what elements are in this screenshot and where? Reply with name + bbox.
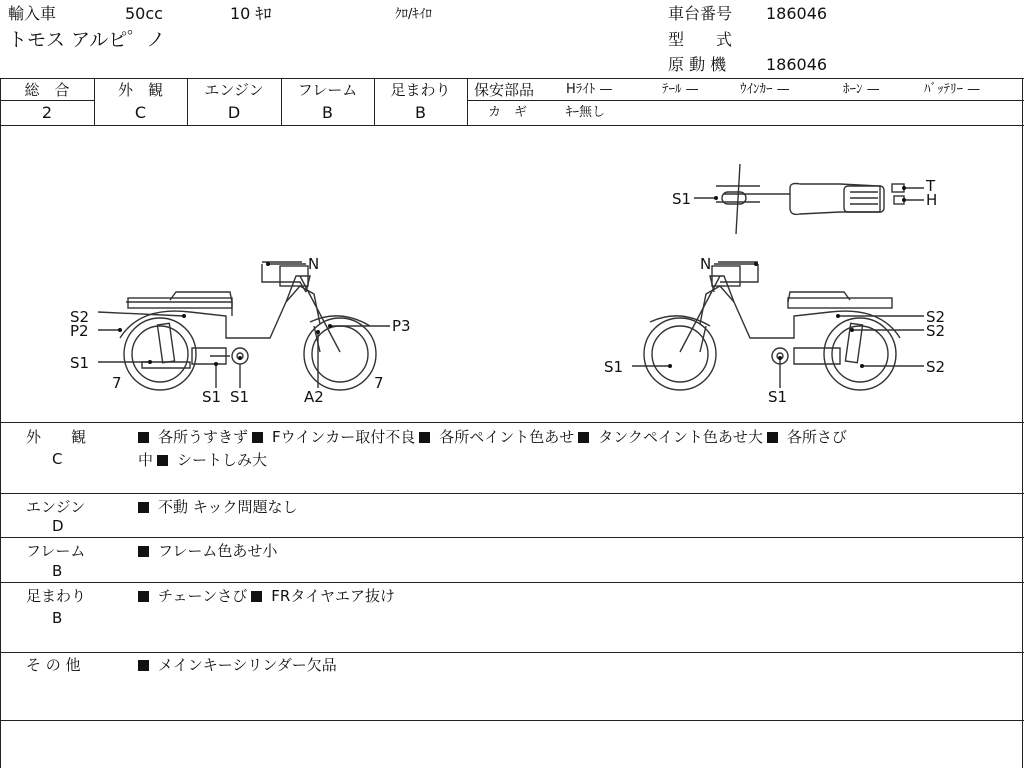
divider <box>0 100 94 101</box>
diagram-label: S1 <box>202 388 222 406</box>
bullet-icon <box>157 455 168 466</box>
safety-label: 保安部品 <box>474 81 535 99</box>
grade-value-suspension: B <box>415 103 426 122</box>
chassis-label: 車台番号 <box>668 4 733 23</box>
scooter-top-view <box>694 164 924 234</box>
note-text: フレーム色あせ小 <box>158 542 278 560</box>
divider <box>0 582 1024 583</box>
bullet-icon <box>138 502 149 513</box>
diagram-label: N <box>308 255 320 273</box>
bullet-icon <box>578 432 589 443</box>
grade-value-frame: B <box>322 103 333 122</box>
divider <box>0 652 1024 653</box>
note-label: フレーム <box>26 542 86 560</box>
diagram-label: P3 <box>392 317 411 335</box>
damage-diagram <box>0 126 1022 422</box>
bullet-icon <box>138 660 149 671</box>
chassis-number: 186046 <box>766 4 828 23</box>
diagram-label: S2 <box>926 308 946 326</box>
note-grade: C <box>52 450 63 468</box>
grade-value-exterior: C <box>134 103 147 122</box>
note-label: 足まわり <box>26 587 87 605</box>
vehicle-color: ｸﾛ/ｷｲﾛ <box>395 7 432 22</box>
bullet-icon <box>251 591 262 602</box>
note-grade: B <box>52 562 63 580</box>
diagram-label: 7 <box>112 374 122 392</box>
safety-item-winker: ｳｲﾝｶｰ — <box>740 82 790 97</box>
bullet-icon <box>138 546 149 557</box>
bullet-icon <box>252 432 263 443</box>
note-label: そ の 他 <box>26 656 81 674</box>
bullet-icon <box>138 591 149 602</box>
grade-value-overall: 2 <box>41 103 53 122</box>
diagram-label: P2 <box>70 322 89 340</box>
safety-item-tail: ﾃｰﾙ — <box>662 82 699 97</box>
grade-label-exterior: 外 観 <box>117 81 163 99</box>
note-text: 各所うすきず Fウインカー取付不良 各所ペイント色あせ タンクペイント色あせ大 各所さび <box>158 428 847 446</box>
bullet-icon <box>419 432 430 443</box>
type-label: 型 式 <box>668 30 733 49</box>
safety-item-headlight: Hﾗｲﾄ — <box>566 82 613 97</box>
note-text-continued: 中 シートしみ大 <box>138 451 268 469</box>
key-label: カ ギ <box>488 105 528 120</box>
engine-number: 186046 <box>766 55 828 74</box>
border-right <box>1022 78 1023 768</box>
divider <box>0 422 1024 423</box>
diagram-label: T <box>926 177 936 195</box>
diagram-label: S2 <box>926 322 946 340</box>
diagram-label: S1 <box>672 190 692 208</box>
divider <box>0 720 1024 721</box>
diagram-label: S2 <box>70 308 90 326</box>
mileage: 10 ｷﾛ <box>230 4 272 23</box>
safety-item-horn: ﾎｰﾝ — <box>843 82 880 97</box>
grade-label-frame: フレーム <box>297 81 358 99</box>
diagram-label: S1 <box>230 388 250 406</box>
note-grade: B <box>52 609 63 627</box>
note-label: 外 観 <box>26 428 87 446</box>
bullet-icon <box>138 432 149 443</box>
diagram-label: S1 <box>768 388 788 406</box>
divider <box>467 78 468 125</box>
model-name: トモス アルピ゜ノ <box>8 29 166 51</box>
safety-item-battery: ﾊﾞｯﾃﾘｰ — <box>924 82 981 97</box>
note-label: エンジン <box>26 498 86 516</box>
divider <box>0 493 1024 494</box>
bullet-icon <box>767 432 778 443</box>
diagram-label: S2 <box>926 358 946 376</box>
grade-label-engine: エンジン <box>204 81 264 99</box>
displacement: 50cc <box>125 4 163 23</box>
key-value: ｷｰ無し <box>566 105 606 120</box>
divider <box>0 78 1024 79</box>
diagram-label: S1 <box>70 354 90 372</box>
vehicle-category: 輸入車 <box>8 4 57 23</box>
diagram-label: N <box>700 255 712 273</box>
grade-value-engine: D <box>227 103 241 122</box>
grade-label-suspension: 足まわり <box>390 81 451 99</box>
diagram-label: S1 <box>604 358 624 376</box>
diagram-label: H <box>926 191 938 209</box>
divider <box>0 537 1024 538</box>
note-text: メインキーシリンダー欠品 <box>158 656 337 674</box>
grade-label-overall: 総 合 <box>24 81 70 99</box>
divider <box>467 100 1024 101</box>
diagram-label: 7 <box>374 374 384 392</box>
note-grade: D <box>52 517 64 535</box>
scooter-right-view <box>644 262 900 390</box>
note-text: 不動 キック問題なし <box>158 498 298 516</box>
engine-label: 原 動 機 <box>668 55 727 74</box>
note-text: チェーンさび FRタイヤエア抜け <box>158 587 396 605</box>
diagram-label: A2 <box>304 388 324 406</box>
